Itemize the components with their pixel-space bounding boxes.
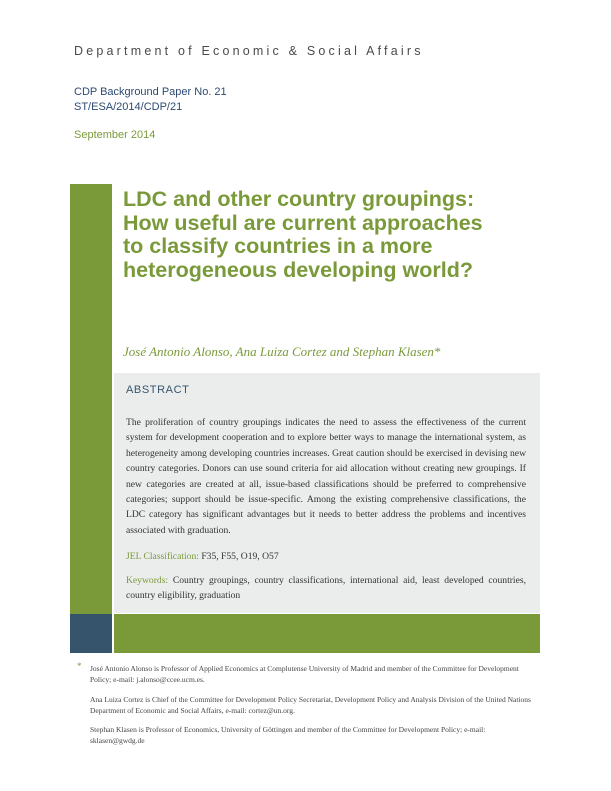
series-info (74, 85, 227, 115)
jel-classification (126, 549, 526, 564)
abstract-section (114, 373, 540, 613)
abstract-heading: ABSTRACT (126, 384, 190, 396)
author-list: José Antonio Alonso, Ana Luiza Cortez and Stephan Klasen* (123, 344, 441, 359)
title-line: to classify countries in a more (123, 234, 433, 258)
abstract-body: The proliferation of country groupings indicates the need to assess the effectiveness of the current system for development cooperation and to explore better ways to manage the international system, as heterogeneity among developing countries increases. Great caution should be exercised in devising new country categories. Donors can use sound criteria for aid allocation without creating new groupings. If new categories are created at all, issue-based classifications should be preferred to comprehensive categories; support should be issue-specific. Among the existing comprehensive classifications, the LDC category has significant advantages but it needs to better address the problems and incentives associated with graduation. (126, 417, 526, 536)
footnote-marker: * (77, 661, 82, 671)
title-line: heterogeneous developing world? (123, 257, 474, 282)
footnote-item: Stephan Klasen is Professor of Economics, University of Göttingen and member of the Committee for Development Policy; e-mail: sklasen@gwdg.de (90, 725, 486, 746)
keywords-label: Keywords: (126, 575, 169, 586)
keywords-list: Country groupings, country classifications, international aid, least developed countries, country eligibility, graduation (126, 575, 526, 602)
publication-date: September 2014 (74, 129, 156, 141)
jel-codes: F35, F55, O19, O57 (201, 551, 279, 562)
title-line: How useful are current approaches (123, 210, 483, 235)
decorative-blue-block (70, 614, 112, 653)
decorative-bottom-band (114, 614, 540, 653)
footnote-item: José Antonio Alonso is Professor of Applied Economics at Complutense University of Madrid and member of the Committee for Development Policy; e-mail: j.alonso@ccee.ucm.es. (90, 664, 519, 685)
footnotes (90, 663, 540, 755)
keywords (126, 573, 526, 604)
document-symbol: ST/ESA/2014/CDP/21 (74, 101, 183, 113)
decorative-green-bar (70, 184, 112, 614)
paper-number: CDP Background Paper No. 21 (74, 86, 227, 98)
jel-label: JEL Classification: (126, 551, 199, 562)
title-line: LDC and other country groupings: (123, 187, 475, 211)
paper-title (123, 188, 533, 282)
department-name: Department of Economic & Social Affairs (74, 44, 424, 58)
footnote-item: Ana Luiza Cortez is Chief of the Committee for Development Policy Secretariat, Development Policy and Analysis Division of the United Nations Department of Economic and Social Affairs, e-mail: cortez@un.org. (90, 694, 531, 715)
